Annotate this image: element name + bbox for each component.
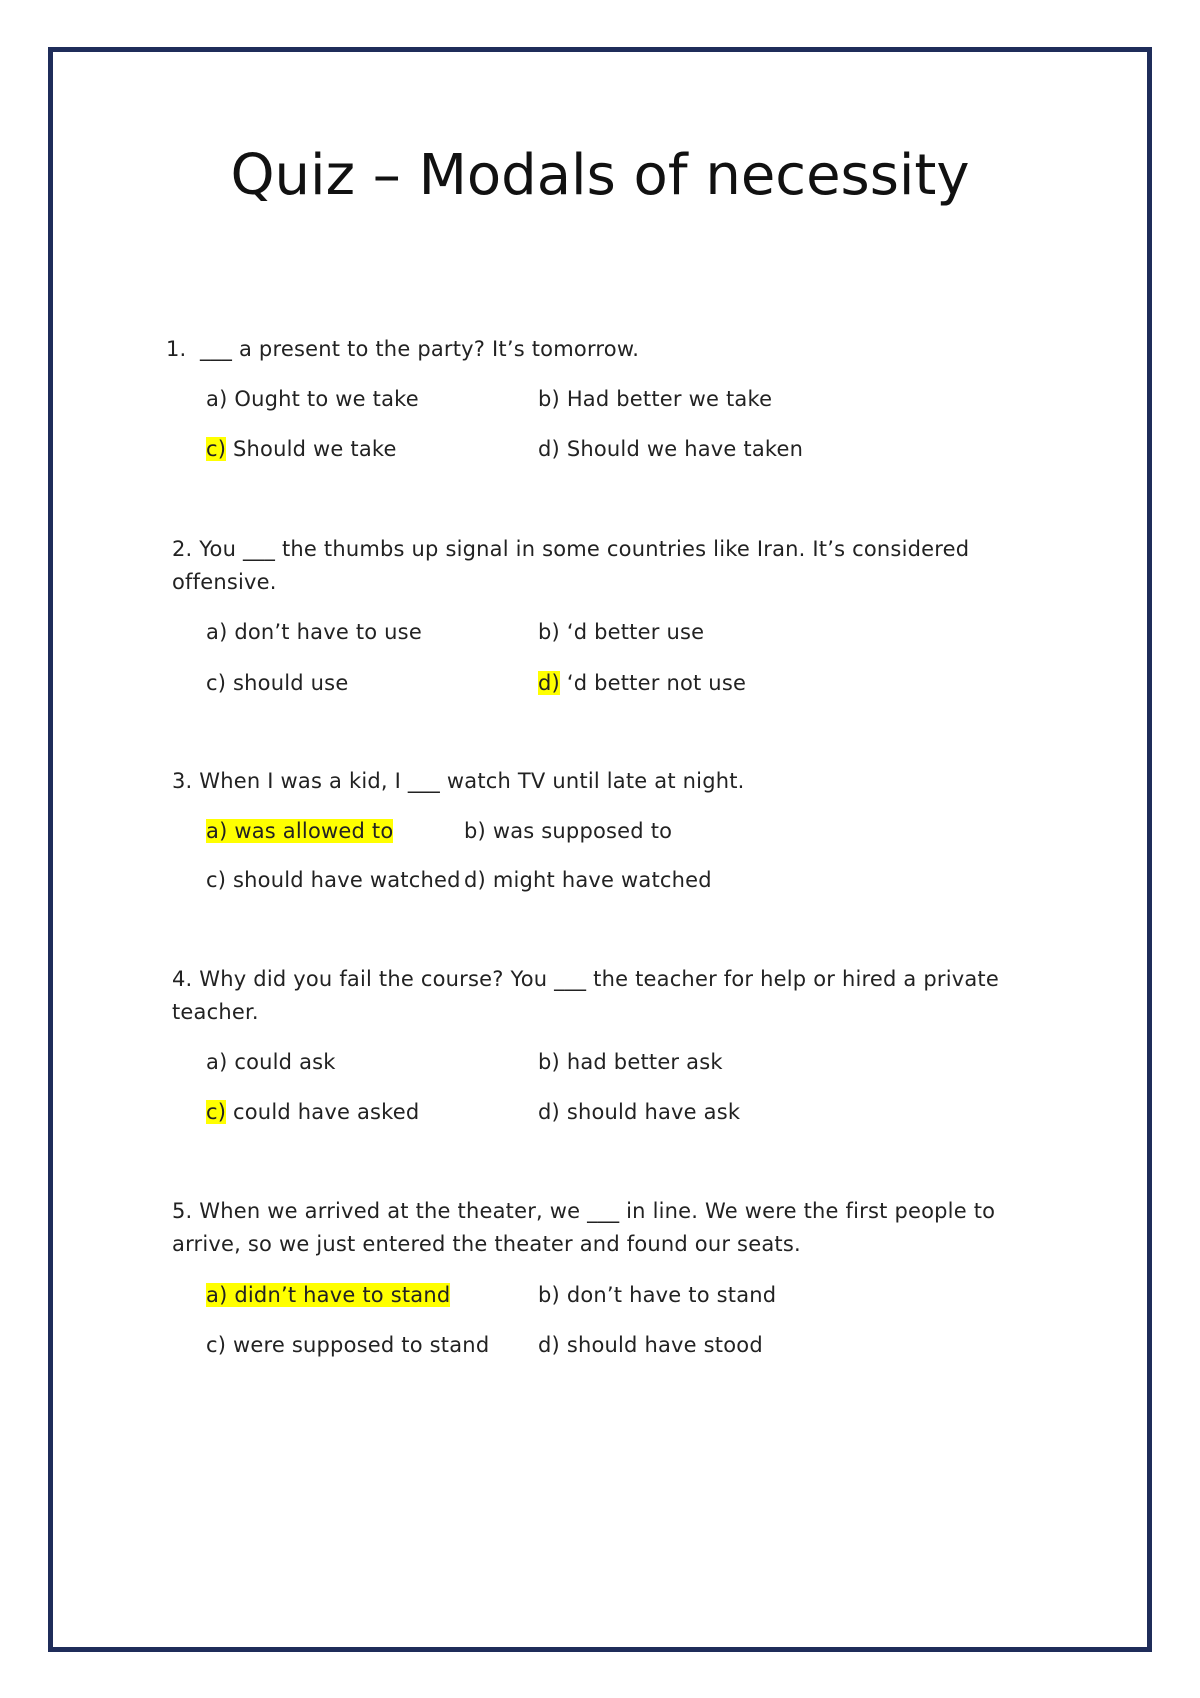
question-text: ___ a present to the party? It’s tomorrow. [200,337,640,361]
option-letter: b) [538,1050,560,1074]
option-text: Should we take [226,437,397,461]
option-text: should have watched [226,868,461,892]
question-1 [166,334,639,364]
answer-highlight: c) [206,1100,227,1124]
option-text: ‘d better use [559,620,705,644]
option-text: could have asked [226,1100,420,1124]
option-text: could ask [227,1050,336,1074]
question-4-line-2: teacher. [172,1000,259,1024]
option-1b[interactable] [538,384,772,414]
option-2a[interactable] [206,617,422,647]
answer-highlight [206,1283,450,1307]
option-2d[interactable] [538,668,746,698]
option-5b[interactable] [538,1280,776,1310]
option-text: Should we have taken [559,437,804,461]
question-3-line-1: 3. When I was a kid, I ___ watch TV until late at night. [172,769,745,793]
option-text: might have watched [485,868,712,892]
option-text: should use [226,671,349,695]
answer-highlight [206,819,393,843]
option-letter: b) [464,819,486,843]
option-5a[interactable] [206,1280,450,1310]
option-letter: b) [538,1283,560,1307]
option-letter: b) [538,387,560,411]
option-3b[interactable] [464,816,672,846]
option-letter: d) [538,1100,560,1124]
option-letter: d) [538,1333,560,1357]
option-4c[interactable] [206,1097,419,1127]
page-title: Quiz – Modals of necessity [230,143,970,208]
option-2c[interactable] [206,668,348,698]
option-text: had better ask [559,1050,723,1074]
option-letter: a) [206,819,228,843]
page-border [48,47,1152,1652]
option-text: Ought to we take [227,387,419,411]
question-5-line-1: 5. When we arrived at the theater, we ___ in line. We were the first people to [172,1199,996,1223]
question-2-line-2: offensive. [172,570,277,594]
option-text: was allowed to [227,819,394,843]
option-2b[interactable] [538,617,704,647]
option-letter: c) [206,671,227,695]
option-letter: a) [206,1283,228,1307]
option-text: should have stood [559,1333,763,1357]
option-5c[interactable] [206,1330,489,1360]
option-3d[interactable] [464,865,712,895]
option-3c[interactable] [206,865,461,895]
option-1d[interactable] [538,434,803,464]
answer-highlight: d) [538,671,560,695]
option-4d[interactable] [538,1097,740,1127]
option-text: Had better we take [559,387,773,411]
option-5d[interactable] [538,1330,763,1360]
option-text: was supposed to [485,819,673,843]
option-letter: a) [206,620,228,644]
option-letter: b) [538,620,560,644]
question-number: 1. [166,337,187,361]
question-4-line-1: 4. Why did you fail the course? You ___ the teacher for help or hired a private [172,967,999,991]
option-text: ‘d better not use [559,671,747,695]
option-text: don’t have to stand [559,1283,777,1307]
answer-highlight: c) [206,437,227,461]
option-4a[interactable] [206,1047,336,1077]
option-letter: c) [206,868,227,892]
option-1a[interactable] [206,384,419,414]
option-text: don’t have to use [227,620,422,644]
option-text: didn’t have to stand [227,1283,451,1307]
option-text: were supposed to stand [226,1333,490,1357]
option-text: should have ask [559,1100,741,1124]
option-4b[interactable] [538,1047,723,1077]
question-2-line-1: 2. You ___ the thumbs up signal in some countries like Iran. It’s considered [172,537,970,561]
option-letter: a) [206,1050,228,1074]
option-letter: d) [464,868,486,892]
question-5-line-2: arrive, so we just entered the theater and found our seats. [172,1232,801,1256]
option-letter: d) [538,437,560,461]
option-1c[interactable] [206,434,397,464]
option-3a[interactable] [206,816,393,846]
option-letter: a) [206,387,228,411]
option-letter: c) [206,1333,227,1357]
